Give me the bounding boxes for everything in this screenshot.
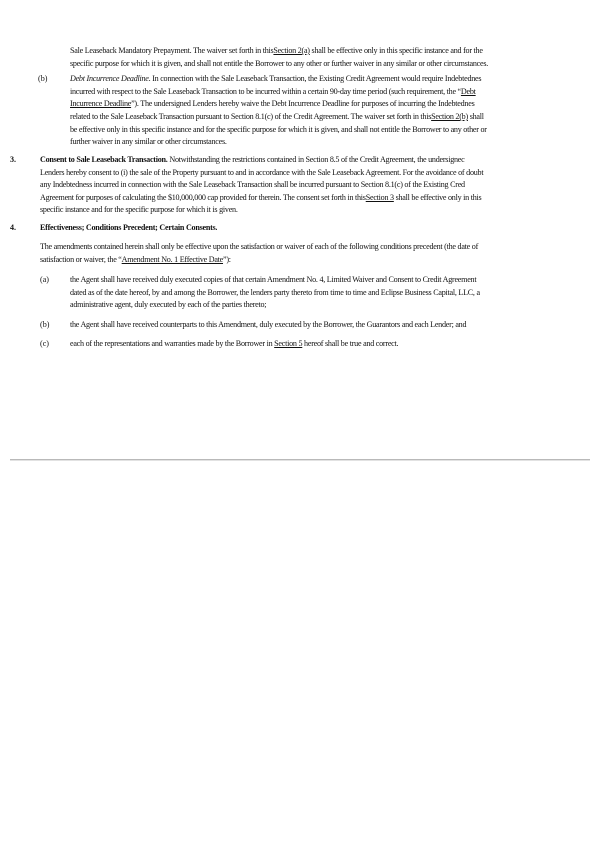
text: Notwithstanding the restrictions contained in Section 8.5 of the Credit Agreement, the undersignec [167,155,465,164]
page-divider [10,459,590,461]
section-2b-line-2 [70,87,476,97]
condition-a-line-1: the Agent shall have received duly executed copies of that certain Amendment No. 4, Limited Waiver and Consent to Credit Agreement [70,275,477,284]
section-2b-line-3 [70,99,474,109]
condition-c-line-1 [70,339,398,349]
section-3-number: 3. [10,155,17,164]
text: ”): [223,255,231,264]
section-3-title: Consent to Sale Leaseback Transaction. [40,155,168,164]
section-2b-link[interactable]: Section 2(b) [431,112,468,121]
condition-a-marker: (a) [40,275,49,284]
text: related to the Sale Leaseback Transaction pursuant to Section 8.1(c) of the Credit Agreement. The waiver set forth in this [70,112,432,121]
section-2a-link[interactable]: Section 2(a) [273,46,310,55]
section-2b-marker: (b) [38,74,48,83]
section-2b-line-4 [70,112,484,122]
condition-a-line-2: dated as of the date hereof, by and among the Borrower, the lenders party thereto from time to time and Eclipse Business Capital, LLC, a [70,288,480,297]
amendment-effective-date-link[interactable]: Amendment No. 1 Effective Date [121,255,224,264]
section-3-line-2: Lenders hereby consent to (i) the sale of the Property pursuant to and in accordance with the Sale Leaseback Agreement. For the avoidance of doubt [40,168,484,177]
section-2b-line-1 [70,74,481,84]
section-4-title: Effectiveness; Conditions Precedent; Certain Consents. [40,223,218,232]
section-2b-title: Debt Incurrence Deadline [70,74,149,83]
text: shall [467,112,484,121]
text: shall be effective only in this [393,193,482,202]
section-4-intro-line-2 [40,255,231,265]
text: hereof shall be true and correct. [302,339,399,348]
text: Agreement for purposes of calculating the $10,000,000 cap provided for therein. The consent set forth in this [40,193,366,202]
text: satisfaction or waiver, the “ [40,255,122,264]
section-4-intro-line-1: The amendments contained herein shall only be effective upon the satisfaction or waiver of each of the following conditions precedent (the date of [40,242,479,251]
section-2a-line-1 [70,46,483,56]
debt-incurrence-deadline-link[interactable]: Incurrence Deadline [70,99,132,108]
text: shall be effective only in this specific instance and for the [309,46,483,55]
section-4-number: 4. [10,223,17,232]
condition-c-marker: (c) [40,339,49,348]
section-3-line-1 [40,155,464,165]
section-2b-line-5: be effective only in this specific instance and for the specific purpose for which it is given, and shall not entitle the Borrower to any other or [70,125,487,134]
text: incurred with respect to the Sale Leaseback Transaction to be incurred within a certain 90-day time period (such requirement, the “ [70,87,461,96]
text: each of the representations and warranties made by the Borrower in [70,339,275,348]
text: Sale Leaseback Mandatory Prepayment. The waiver set forth in this [70,46,274,55]
section-3-line-5: specific instance and for the specific purpose for which it is given. [40,205,238,214]
text: . In connection with the Sale Leaseback Transaction, the Existing Credit Agreement would require Indebtednes [148,74,482,83]
condition-b-line-1: the Agent shall have received counterparts to this Amendment, duly executed by the Borrower, the Guarantors and each Lender; and [70,320,467,329]
section-2b-line-6: further waiver in any similar or other circumstances. [70,137,227,146]
section-2a-line-2: specific purpose for which it is given, and shall not entitle the Borrower to any other or further waiver in any similar or other circumstances. [70,59,489,68]
condition-b-marker: (b) [40,320,50,329]
text: ”). The undersigned Lenders hereby waive the Debt Incurrence Deadline for purposes of incurring the Indebtednes [131,99,475,108]
debt-incurrence-deadline-link[interactable]: Debt [460,87,476,96]
section-3-line-3: any Indebtedness incurred in connection with the Sale Leaseback Transaction shall be incurred pursuant to Section 8.1(c) of the Existing Cred [40,180,465,189]
section-5-link[interactable]: Section 5 [274,339,303,348]
section-3-link[interactable]: Section 3 [365,193,394,202]
section-3-line-4 [40,193,481,203]
condition-a-line-3: administrative agent, duly executed by each of the parties thereto; [70,300,267,309]
